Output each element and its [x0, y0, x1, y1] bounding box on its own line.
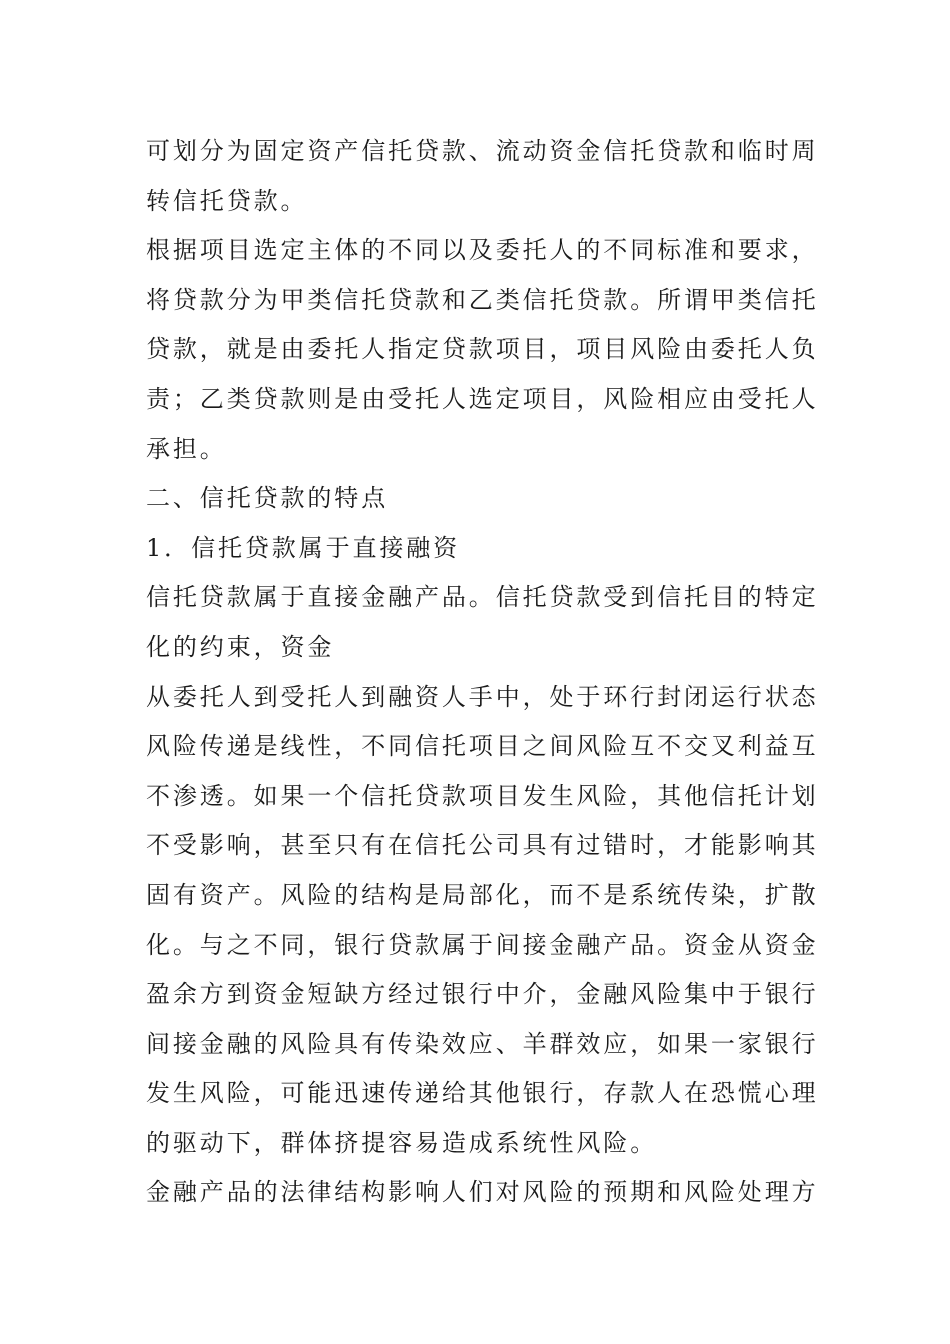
- document-body: [146, 127, 819, 1218]
- text-line: 不受影响，甚至只有在信托公司具有过错时，才能影响其: [146, 831, 819, 860]
- text-line: 的驱动下，群体挤提容易造成系统性风险。: [146, 1128, 658, 1157]
- text-line: 发生风险，可能迅速传递给其他银行，存款人在恐慌心理: [146, 1079, 819, 1108]
- text-line: 信托贷款属于直接金融产品。信托贷款受到信托目的特定: [146, 583, 819, 612]
- text-line: 责；乙类贷款则是由受托人选定项目，风险相应由受托人: [146, 384, 819, 413]
- text-line: 转信托贷款。: [146, 186, 308, 215]
- text-line: 根据项目选定主体的不同以及委托人的不同标准和要求，: [146, 236, 819, 265]
- text-line: 化的约束，资金: [146, 632, 335, 661]
- text-line: 从委托人到受托人到融资人手中，处于环行封闭运行状态: [146, 682, 819, 711]
- text-line: 化。与之不同，银行贷款属于间接金融产品。资金从资金: [146, 930, 819, 959]
- text-line: 承担。: [146, 434, 227, 463]
- subsection-heading: 1．信托贷款属于直接融资: [146, 533, 461, 562]
- text-line: 金融产品的法律结构影响人们对风险的预期和风险处理方: [146, 1178, 819, 1207]
- text-line: 将贷款分为甲类信托贷款和乙类信托贷款。所谓甲类信托: [146, 285, 819, 314]
- text-line: 风险传递是线性，不同信托项目之间风险互不交叉利益互: [146, 732, 819, 761]
- text-line: 盈余方到资金短缺方经过银行中介，金融风险集中于银行: [146, 980, 819, 1009]
- section-heading: 二、信托贷款的特点: [146, 484, 389, 513]
- text-line: 贷款，就是由委托人指定贷款项目，项目风险由委托人负: [146, 335, 819, 364]
- text-line: 间接金融的风险具有传染效应、羊群效应，如果一家银行: [146, 1029, 819, 1058]
- text-line: 固有资产。风险的结构是局部化，而不是系统传染，扩散: [146, 880, 819, 909]
- text-line: 不渗透。如果一个信托贷款项目发生风险，其他信托计划: [146, 781, 819, 810]
- text-line: 可划分为固定资产信托贷款、流动资金信托贷款和临时周: [146, 137, 819, 165]
